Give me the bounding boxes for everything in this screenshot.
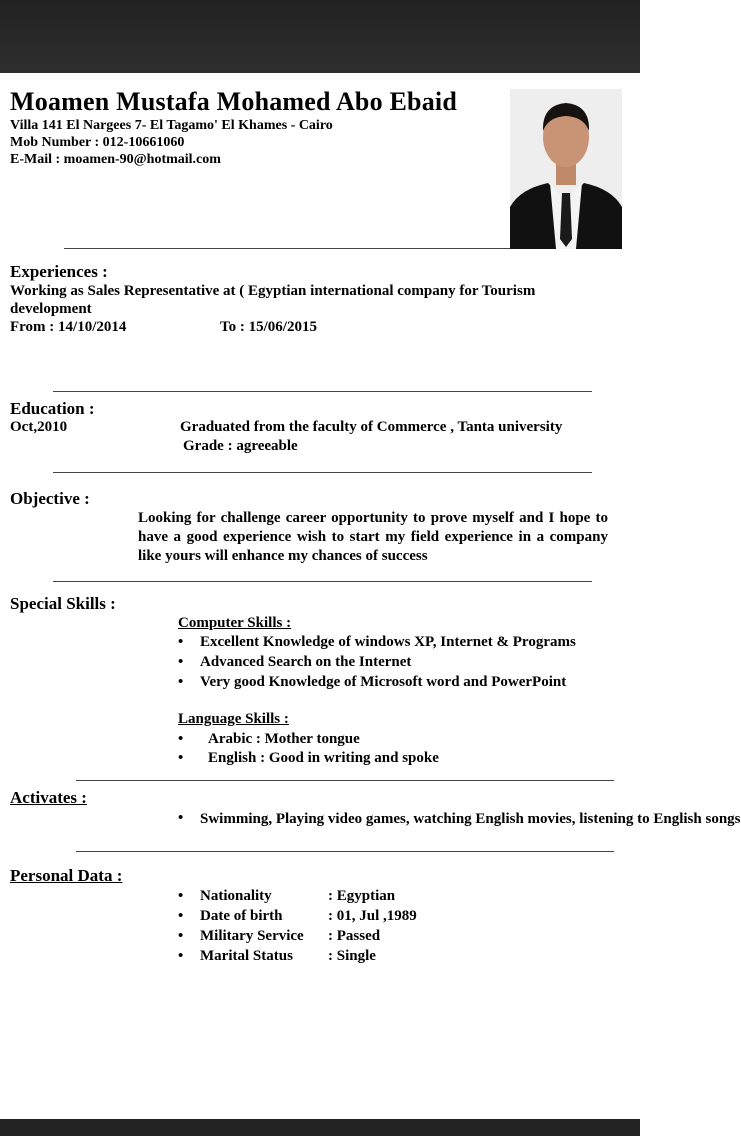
bullet-icon: •: [178, 634, 184, 650]
profile-photo: [510, 89, 622, 249]
experiences-to: To : 15/06/2015: [220, 319, 317, 335]
education-degree: Graduated from the faculty of Commerce , Tanta university: [180, 419, 563, 435]
computer-skills-title: Computer Skills :: [178, 615, 292, 631]
divider: [76, 780, 614, 781]
personal-value-marital: : Single: [328, 948, 376, 964]
computer-skill-1: Excellent Knowledge of windows XP, Internet & Programs: [200, 634, 576, 650]
bullet-icon: •: [178, 928, 184, 944]
bullet-icon: •: [178, 674, 184, 690]
divider: [53, 472, 592, 473]
divider: [53, 391, 592, 392]
personal-value-nationality: : Egyptian: [328, 888, 396, 904]
experiences-line-1: Working as Sales Representative at ( Egyptian international company for Tourism: [10, 283, 536, 299]
bullet-icon: •: [178, 948, 184, 964]
computer-skill-2: Advanced Search on the Internet: [200, 654, 412, 670]
activity-text: Swimming, Playing video games, watching English movies, listening to English songs: [200, 811, 741, 827]
bottom-bar: [0, 1119, 640, 1136]
language-skill-1: Arabic : Mother tongue: [208, 731, 360, 747]
computer-skill-3: Very good Knowledge of Microsoft word and PowerPoint: [200, 674, 567, 690]
cv-name: Moamen Mustafa Mohamed Abo Ebaid: [10, 87, 457, 116]
divider: [76, 851, 614, 852]
bullet-icon: •: [178, 731, 184, 747]
personal-label-nationality: Nationality: [200, 888, 272, 904]
special-skills-title: Special Skills :: [10, 594, 116, 613]
personal-label-marital: Marital Status: [200, 948, 293, 964]
top-status-bar: [0, 0, 640, 73]
personal-data-title: Personal Data :: [10, 866, 123, 885]
personal-label-dob: Date of birth: [200, 908, 283, 924]
divider: [64, 248, 510, 249]
experiences-title: Experiences :: [10, 262, 108, 281]
activates-title: Activates :: [10, 788, 87, 807]
person-photo-icon: [510, 89, 622, 249]
personal-value-military: : Passed: [328, 928, 381, 944]
bullet-icon: •: [178, 908, 184, 924]
bullet-icon: •: [178, 654, 184, 670]
divider: [53, 581, 592, 582]
cv-email: E-Mail : moamen-90@hotmail.com: [10, 152, 221, 167]
experiences-from: From : 14/10/2014: [10, 319, 127, 335]
language-skills-title: Language Skills :: [178, 711, 289, 727]
objective-text: Looking for challenge career opportunity to prove myself and I hope to have a good experience wish to start my field experience in a company like yours will enhance my chances of success: [138, 510, 608, 564]
cv-page: [0, 73, 741, 1119]
language-skill-2: English : Good in writing and spoke: [208, 750, 439, 766]
experiences-line-2: development: [10, 301, 92, 317]
bullet-icon: •: [178, 750, 184, 766]
education-date: Oct,2010: [10, 419, 68, 435]
education-grade: Grade : agreeable: [183, 438, 298, 454]
objective-title: Objective :: [10, 489, 90, 508]
cv-address: Villa 141 El Nargees 7- El Tagamo' El Khames - Cairo: [10, 118, 333, 133]
bullet-icon: •: [178, 810, 184, 826]
personal-label-military: Military Service: [200, 928, 304, 944]
personal-value-dob: : 01, Jul ,1989: [328, 908, 417, 924]
cv-mobile: Mob Number : 012-10661060: [10, 135, 185, 150]
education-title: Education :: [10, 399, 95, 418]
bullet-icon: •: [178, 888, 184, 904]
